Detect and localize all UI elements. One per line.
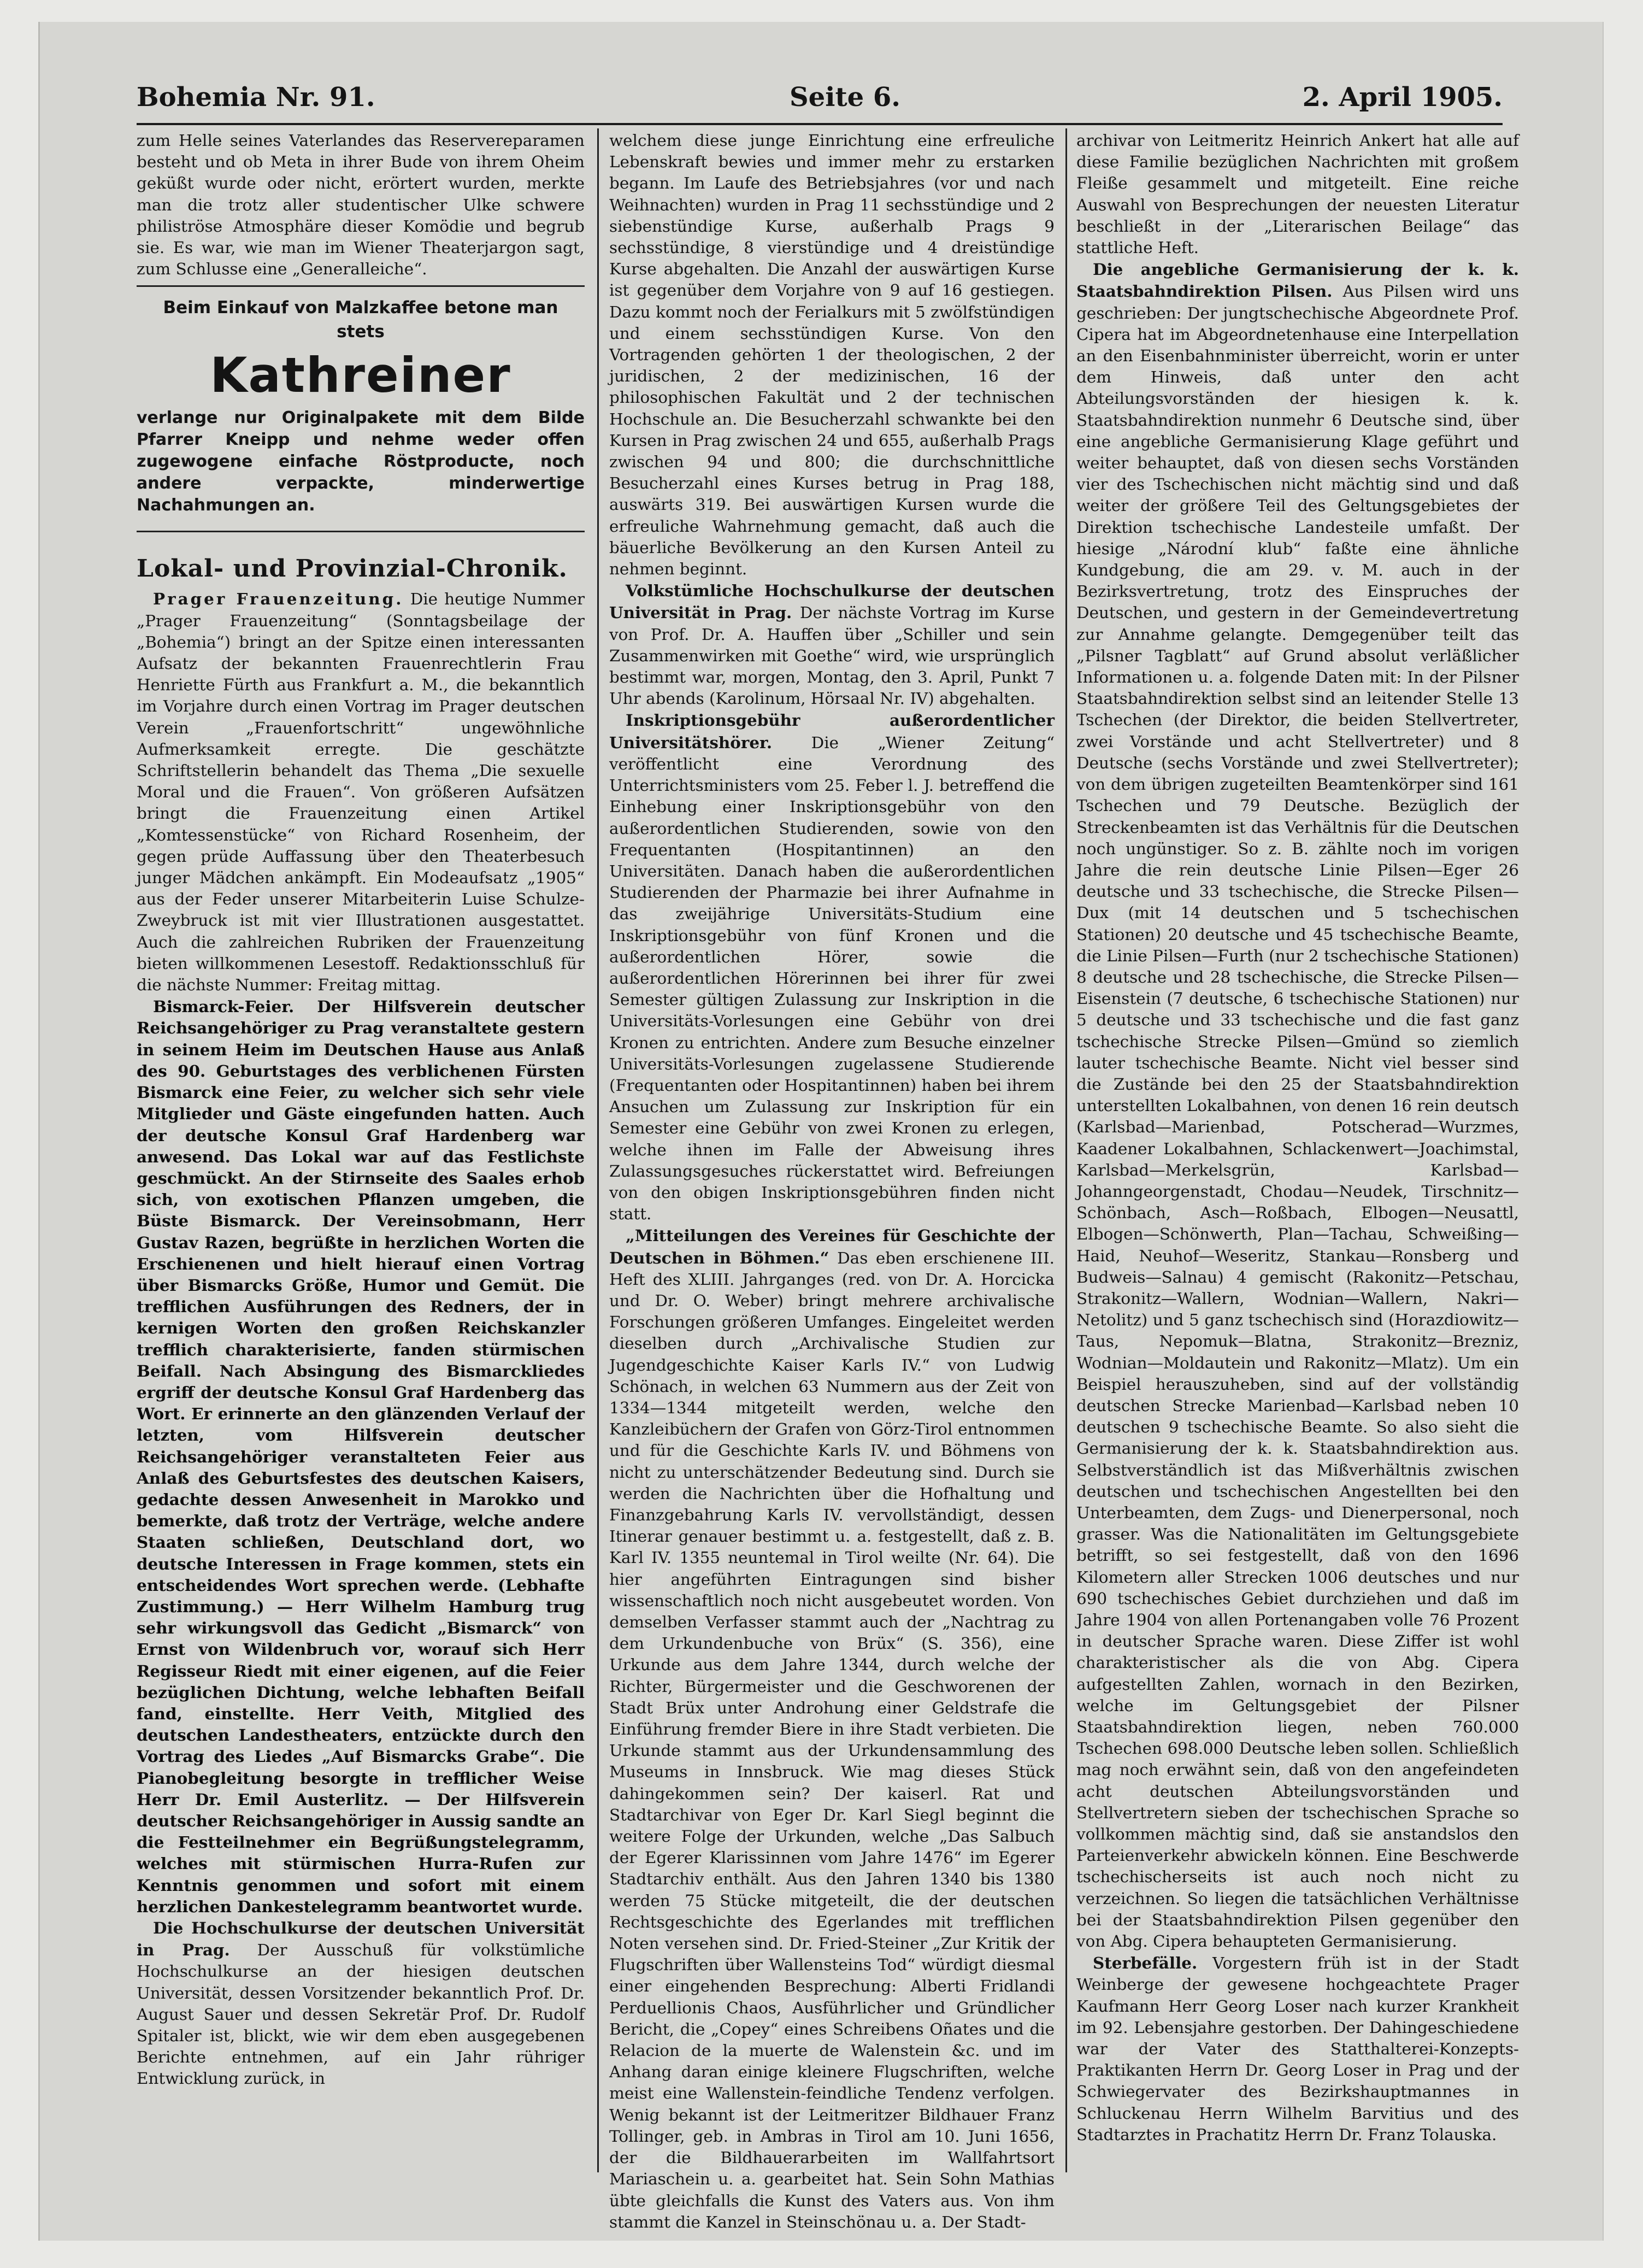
article-body: Aus Pilsen wird uns geschrieben: Der jungtschechische Abgeordnete Prof. Cipera hat im Abgeordnetenhause eine Interpellation an den Eisenbahnminister überreicht, worin er unter dem Hinweis, daß unter den acht Abteilungsvorständen der hiesigen k. k. Staatsbahndirektion nunmehr 6 Deutsche sind, über eine angebliche Germanisierung Klage geführt und weiter behauptet, daß von diesen sechs Vorständen vier des Tschechischen nicht mächtig sind und daß weiter der größere Teil des Geltungsgebietes der Direktion tschechische Landesteile umfaßt. Der hiesige „Národní klub“ faßte eine ähnliche Kundgebung, die am 29. v. M. auch in der Bezirksvertretung, trotz des Einspruches der Deutschen, und gestern in der Gemeindevertretung zur Annahme gelangte. Demgegenüber teilt das „Pilsner Tagblatt“ auf Grund absolut verläßlicher Informationen u. a. folgende Daten mit: In der Pilsner Staatsbahndirektion selbst sind an leitender Stelle 13 Tschechen (der Direktor, die beiden Stellvertreter, zwei Vorstände und acht Stellvertreter) und 8 Deutsche (sechs Vorstände und zwei Stellvertreter); von dem übrigen zugeteilten Beamtenkörper sind 161 Tschechen und 79 Deutsche. Bezüglich der Streckenbeamten ist das Verhältnis für die Deutschen noch ungünstiger. So z. B. zählte noch im vorigen Jahre die rein deutsche Linie Pilsen—Eger 26 deutsche und 33 tschechische, die Strecke Pilsen—Dux (mit 14 deutschen und 5 tschechischen Stationen) 20 deutsche und 45 tschechische Beamte, die Linie Pilsen—Furth (nur 2 tschechische Stationen) 8 deutsche und 28 tschechische, die Strecke Pilsen—Eisenstein (7 deutsche, 6 tschechische Stationen) nur 5 deutsche und 33 tschechische und die fast ganz tschechische Strecke Pilsen—Gmünd so ziemlich lauter tschechische Beamte. Nicht viel besser sind die Zustände bei den 25 der Staatsbahndirektion unterstellten Lokalbahnen, von denen 16 rein deutsch (Karlsbad—Marienbad, Potscherad—Wurzmes, Kaadener Lokalbahnen, Schlackenwert—Joachimstal, Karlsbad—Merkelsgrün, Karlsbad—Johanngeorgenstadt, Chodau—Neudek, Tirschnitz—Schönbach, Asch—Roßbach, Elbogen—Neusattl, Elbogen—Schönwerth, Plan—Tachau, Schweißing—Haid, Neuhof—Weseritz, Stankau—Ronsberg und Budweis—Salnau) 4 gemischt (Rakonitz—Petschau, Strakonitz—Wallern, Wodnian—Wallern, Nakri—Netolitz) und 5 ganz tschechisch sind (Horazdiowitz—Taus, Nepomuk—Blatna, Strakonitz—Brezniz, Wodnian—Moldautein und Rakonitz—Mlatz). Um ein Beispiel herauszuheben, sind auf der vollständig deutschen Strecke Marienbad—Karlsbad neben 10 deutschen 9 tschechische Beamte. So also sieht die Germanisierung der k. k. Staatsbahndirektion aus. Selbstverständlich ist das Mißverhältnis zwischen deutschen und tschechischen Angestellten bei den Unterbeamten, dem Zugs- und Dienerpersonal, noch grasser. Was die Nationalitäten im Geltungsgebiete betrifft, so sei festgestellt, daß von den 1696 Kilometern aller Strecken 1006 deutsches und nur 690 tschechisches Gebiet durchziehen und daß im Jahre 1904 von allen Portenangaben volle 76 Prozent in deutscher Sprache waren. Diese Ziffer ist wohl charakteristischer als die von Abg. Cipera aufgestellten Zahlen, wornach in den Bezirken, welche im Geltungsgebiet der Pilsner Staatsbahndirektion liegen, neben 760.000 Tschechen 698.000 Deutsche leben sollen. Schließlich mag noch erwähnt sein, daß von den angefeindeten acht deutschen Abteilungsvorständen und Stellvertretern sieben der tschechischen Sprache so vollkommen mächtig sind, daß sie anstandslos den Parteienverkehr abwickeln können. Eine Beschwerde tschechischerseits ist auch noch nicht zu verzeichnen. So liegen die tatsächlichen Verhältnisse bei der Staatsbahndirektion Pilsen gegenüber den von Abg. Cipera behaupteten Germanisierung. (1076, 282, 1520, 1951)
article-continuation-text: zum Helle seines Vaterlandes das Reservereparamen besteht und ob Meta in ihrer Bude von ihrem Oheim geküßt wurde oder nicht, erörtert wurden, merkte man die trotz aller studentischer Ulke schwere philiströse Atmosphäre dieser Komödie und begrub sie. Es war, wie man im Wiener Theaterjargon sagt, zum Schlusse eine „Generalleiche“. (137, 131, 585, 279)
article-heading: Die angebliche Germanisierung der k. k. Staatsbahndirektion Pilsen. (1076, 260, 1519, 301)
kathreiner-advertisement (137, 285, 585, 532)
article-sterbefaelle (1076, 1952, 1519, 2146)
column-divider-2 (1065, 128, 1067, 2172)
ad-body-text: verlange nur Originalpakete mit dem Bilde Pfarrer Kneipp und nehme weder offen zugewogene einfache Röstproducte, noch andere verpackte, minderwertige Nachahmungen an. (137, 408, 585, 515)
article-heading: Inskriptionsgebühr außerordentlicher Universitätshörer. (609, 710, 1055, 752)
article-heading: „Mitteilungen des Vereines für Geschichte der Deutschen in Böhmen.“ (609, 1226, 1055, 1267)
ad-tagline: Beim Einkauf von Malzkaffee betone man stets (163, 298, 558, 342)
article-body: Die „Wiener Zeitung“ veröffentlicht eine Verordnung des Unterrichtsministers vom 25. Feber l. J. betreffend die Einhebung einer Inskriptionsgebühr von den außerordentlichen Studierenden, sowie von den Frequentanten (Hospitantinnen) an den Universitäten. Danach haben die außerordentlichen Studierenden der Pharmazie bei ihrer Aufnahme in das zweijährige Universitäts-Studium eine Inskriptionsgebühr von fünf Kronen und die außerordentlichen Hörer, sowie die außerordentlichen Hörerinnen bei ihrer für zwei Semester gültigen Zulassung zur Inskription in die Universitäts-Vorlesungen eine Gebühr von drei Kronen zu entrichten. Andere zum Besuche einzelner Universitäts-Vorlesungen zugelassene Studierende (Frequentanten oder Hospitantinnen) haben bei ihrem Ansuchen um Zulassung zur Inskription für ein Semester eine Gebühr von zwei Kronen zu erlegen, welche ihnen im Falle der Abweisung ihres Zulassungsgesuches rückerstattet wird. Befreiungen von den obigen Inskriptionsgebühren finden nicht statt. (609, 733, 1055, 1224)
column-3 (1076, 130, 1519, 2174)
article-body: Der nächste Vortrag im Kurse von Prof. Dr. A. Hauffen über „Schiller und sein Zusammenwirken mit Goethe“ wird, wie ursprünglich bestimmt war, morgen, Montag, den 3. April, Punkt 7 Uhr abends (Karolinum, Hörsaal Nr. IV) abgehalten. (609, 603, 1055, 708)
article-heading: Prager Frauenzeitung. (153, 589, 404, 609)
article-body: Die heutige Nummer „Prager Frauenzeitung“ (Sonntagsbeilage der „Bohemia“) bringt an der Spitze einen interessanten Aufsatz der bekannten Frauenrechtlerin Frau Henriette Fürth aus Frankfurt a. M., die bekanntlich im Vorjahre durch einen Vortrag im Prager deutschen Verein „Frauenfortschritt“ ungewöhnliche Aufmerksamkeit erregte. Die geschätzte Schriftstellerin behandelt das Thema „Die sexuelle Moral und die Frauen“. Von größeren Aufsätzen bringt die Frauenzeitung einen Artikel „Komtessenstücke“ von Richard Rosenheim, der gegen prüde Auffassung über den Theaterbesuch junger Mädchen ankämpft. Ein Modeaufsatz „1905“ aus der Feder unserer Mitarbeiterin Luise Schulze-Zweybruck ist mit vier Illustrationen ausgestattet. Auch die zahlreichen Rubriken der Frauenzeitung bieten willkommenen Lesestoff. Redaktionsschluß für die nächste Nummer: Freitag mittag. (137, 590, 585, 995)
article-germanisierung (1076, 258, 1519, 1952)
header-newspaper-issue: Bohemia Nr. 91. (137, 82, 375, 113)
article-body: Das eben erschienene III. Heft des XLIII. Jahrganges (red. von Dr. A. Horcicka und Dr. O. Weber) bringt mehrere archivalische Forschungen größeren Umfanges. Eingeleitet werden dieselben durch „Archivalische Studien zur Jugendgeschichte Kaiser Karls IV.“ von Ludwig Schönach, in welchen 63 Nummern aus der Zeit von 1334—1344 mitgeteilt werden, welche den Kanzleibüchern der Grafen von Görz-Tirol entnommen und für die Geschichte Karls IV. und Böhmens von nicht zu unterschätzender Bedeutung sind. Durch sie werden die Nachrichten über die Hofhaltung und Finanzgebahrung Karls IV. vervollständigt, dessen Itinerar genauer bestimmt u. a. festgestellt, daß z. B. Karl IV. 1355 neuntemal in Tirol weilte (Nr. 64). Die hier angeführten Eintragungen sind bisher wissenschaftlich noch nicht ausgebeutet worden. Von demselben Verfasser stammt auch der „Nachtrag zu dem Urkundenbuche von Brüx“ (S. 356), eine Urkunde aus dem Jahre 1344, durch welche der Richter, Bürgermeister und die Geschworenen der Stadt Brüx unter Androhung einer Geldstrafe die Einführung fremder Biere in ihre Stadt verbieten. Die Urkunde stammt aus der Urkundensammlung des Museums in Innsbruck. Wie mag dieses Stück dahingekommen sein? Der kaiserl. Rat und Stadtarchivar von Eger Dr. Karl Siegl beginnt die weitere Folge der Urkunden, welche „Das Salbuch der Egerer Klarissinnen vom Jahre 1476“ im Egerer Stadtarchiv enthält. Aus den Jahren 1340 bis 1380 werden 75 Stücke mitgeteilt, die der deutschen Rechtsgeschichte des Egerlandes mit trefflichen Noten versehen sind. Dr. Fried-Steiner „Zur Kritik der Flugschriften über Wallensteins Tod“ würdigt diesmal einer eingehenden Besprechung: Alberti Fridlandi Perduellionis Chaos, Ausführlicher und Gründlicher Bericht, die „Copey“ eines Schreibens Oñates und die Relacion de la muerte de Walenstein &c. und im Anhang daran einige kleinere Flugschriften, welche meist eine Wallenstein-feindliche Tendenz verfolgen. Wenig bekannt ist der Leitmeritzer Bildhauer Franz Tollinger, geb. in Ambras in Tirol am 10. Juni 1656, der die Bildhauerarbeiten im Wallfahrtsort Mariaschein u. a. gearbeitet hat. Sein Sohn Mathias übte gleichfalls die Kunst des Vaters aus. Von ihm stammt die Kanzel in Steinschönau u. a. Der Stadt- (609, 1248, 1055, 2231)
article-hochschulkurse (137, 1917, 585, 2090)
header-date: 2. April 1905. (1302, 82, 1503, 113)
article-continuation-text: welchem diese junge Einrichtung eine erfreuliche Lebenskraft bewies und immer mehr zu erstarken begann. Im Laufe des Betriebsjahres (vor und nach Weihnachten) wurden in Prag 11 sechsstündige und 2 siebenstündige Kurse, außerhalb Prags 9 sechsstündige, 8 vierstündige und 4 dreistündige Kurse abgehalten. Die Anzahl der auswärtigen Kurse ist gegenüber dem Vorjahre von 9 auf 16 gestiegen. Dazu kommt noch der Ferialkurs mit 5 zwölfstündigen und einem sechsstündigen Kurse. Von den Vortragenden gehörten 1 der theologischen, 2 der juridischen, 2 der medizinischen, 16 der philosophischen Fakultät und 2 der technischen Hochschule an. Die Besucherzahl schwankte bei den Kursen in Prag zwischen 24 und 655, außerhalb Prags zwischen 94 und 800; die durchschnittliche Besucherzahl eines Kurses betrug in Prag 188, auswärts 319. Bei auswärtigen Kursen wurde die erfreuliche Wahrnehmung gemacht, daß auch die bäuerliche Bevölkerung an den Kursen Anteil zu nehmen beginnt. (609, 131, 1055, 579)
article-frauenzeitung (137, 588, 585, 996)
header-page-number: Seite 6. (790, 82, 900, 113)
section-title: Lokal- und Provinzial-Chronik. (137, 555, 568, 583)
column-2 (609, 130, 1055, 2231)
article-volkstuemliche-hochschulkurse (609, 580, 1055, 709)
page-header (137, 82, 1503, 126)
article-continuation-text: archivar von Leitmeritz Heinrich Ankert hat alle auf diese Familie bezüglichen Nachrichten mit großem Fleiße gesammelt und mitgeteilt. Eine reiche Auswahl von Besprechungen der neuesten Literatur beschließt in der „Literarischen Beilage“ das stattliche Heft. (1076, 131, 1519, 257)
ad-brand-name: Kathreiner (210, 347, 511, 404)
article-body: Vorgestern früh ist in der Stadt Weinberge der gewesene hochgeachtete Prager Kaufmann Herr Georg Loser nach kurzer Krankheit im 92. Lebensjahre gestorben. Der Dahingeschiedene war der Vater des Statthalterei-Konzepts-Praktikanten Herrn Dr. Georg Loser in Prag und der Schwiegervater des Bezirkshauptmannes in Schluckenau Herrn Wilhelm Barvitius und des Stadtarztes in Prachatitz Herrn Dr. Franz Tolauska. (1076, 1954, 1519, 2144)
article-mitteilungen (609, 1225, 1055, 2233)
article-heading: Bismarck-Feier. (153, 997, 295, 1017)
article-body: Der Hilfsverein deutscher Reichsangehöriger zu Prag veranstaltete gestern in seinem Heim im Deutschen Hause aus Anlaß des 90. Geburtstages des verblichenen Fürsten Bismarck eine Feier, zu welcher sich sehr viele Mitglieder und Gäste eingefunden hatten. Auch der deutsche Konsul Graf Hardenberg war anwesend. Das Lokal war auf das Festlichste geschmückt. An der Stirnseite des Saales erhob sich, von exotischen Pflanzen umgeben, die Büste Bismarck. Der Vereinsobmann, Herr Gustav Razen, begrüßte in herzlichen Worten die Erschienenen und hielt hierauf einen Vortrag über Bismarcks Größe, Humor und Gemüt. Die trefflichen Ausführungen des Redners, der in kernigen Worten den großen Reichskanzler trefflich charakterisierte, fanden stürmischen Beifall. Nach Absingung des Bismarckliedes ergriff der deutsche Konsul Graf Hardenberg das Wort. Er erinnerte an den glänzenden Verlauf der letzten, vom Hilfsverein deutscher Reichsangehöriger veranstalteten Feier aus Anlaß des Geburtsfestes des deutschen Kaisers, gedachte dessen Anwesenheit in Marokko und bemerkte, daß trotz der Verträge, welche andere Staaten schließen, Deutschland dort, wo deutsche Interessen in Frage kommen, stets ein entscheidendes Wort sprechen werde. (Lebhafte Zustimmung.) — Herr Wilhelm Hamburg trug sehr wirkungsvoll das Gedicht „Bismarck“ von Ernst von Wildenbruch vor, worauf sich Herr Regisseur Riedt mit einer eigenen, auf die Feier bezüglichen Dichtung, welche lebhaften Beifall fand, einstellte. Herr Veith, Mitglied des deutschen Landestheaters, entzückte durch den Vortrag des Liedes „Auf Bismarcks Grabe“. Die Pianobegleitung besorgte in trefflicher Weise Herr Dr. Emil Austerlitz. — Der Hilfsverein deutscher Reichsangehöriger in Aussig sandte an die Festteilnehmer ein Begrüßungstelegramm, welches mit stürmischen Hurra-Rufen zur Kenntnis genommen und sofort mit einem herzlichen Dankestelegramm beantwortet wurde. (137, 997, 585, 1916)
header-rule (137, 123, 1503, 125)
article-heading: Volkstümliche Hochschulkurse der deutschen Universität in Prag. (609, 581, 1055, 622)
article-body: Der Ausschuß für volkstümliche Hochschulkurse an der hiesigen deutschen Universität, dessen Vorsitzender bekanntlich Prof. Dr. August Sauer und dessen Sekretär Prof. Dr. Rudolf Spitaler ist, blickt, wie wir dem eben ausgegebenen Berichte entnehmen, auf ein Jahr rühriger Entwicklung zurück, in (137, 1941, 585, 2088)
article-bismarck-feier (137, 996, 585, 1917)
column-divider-1 (597, 128, 599, 2172)
article-heading: Die Hochschulkurse der deutschen Universität in Prag. (137, 1918, 585, 1960)
article-heading: Sterbefälle. (1093, 1953, 1198, 1973)
article-inskriptionsgebuehr (609, 709, 1055, 1225)
column-1 (137, 130, 585, 2174)
